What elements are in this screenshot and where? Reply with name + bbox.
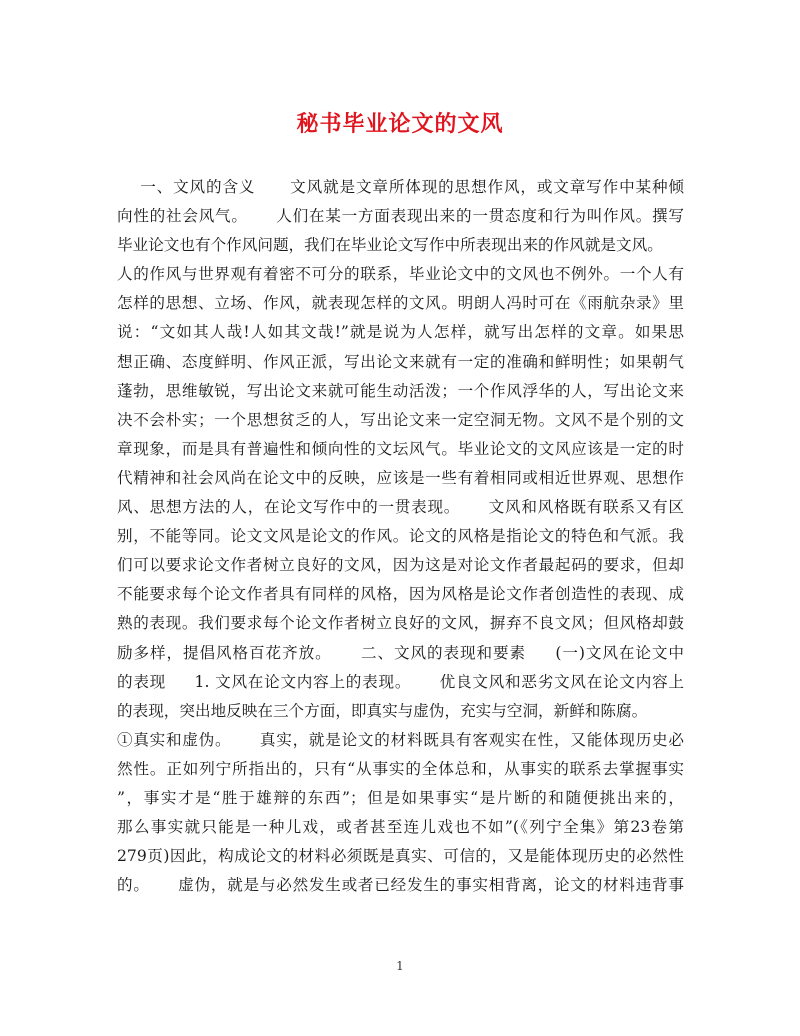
body-line: 励多样，提倡风格百花齐放。 二、文风的表现和要素 (一)文风在论文中: [117, 643, 684, 662]
body-line: 代精神和社会风尚在论文中的反映，应该是一些有着相同或相近世界观、思想作: [117, 468, 684, 487]
body-line: 那么事实就只能是一种儿戏，或者甚至连儿戏也不如”(《列宁全集》第23卷第: [117, 818, 684, 837]
document-title: 秘书毕业论文的文风: [296, 111, 504, 137]
body-line: ①真实和虚伪。 真实，就是论文的材料既具有客观实在性，又能体现历史必: [117, 730, 684, 749]
body-line: ”，事实才是“胜于雄辩的东西”；但是如果事实“是片断的和随便挑出来的，: [117, 788, 684, 807]
body-line: 人的作风与世界观有着密不可分的联系，毕业论文中的文风也不例外。一个人有: [117, 265, 684, 284]
body-line: 们可以要求论文作者树立良好的文风，因为这是对论文作者最起码的要求，但却: [117, 556, 684, 575]
body-line: 风、思想方法的人，在论文写作中的一贯表现。 文风和风格既有联系又有区: [117, 498, 684, 517]
body-line: 别，不能等同。论文文风是论文的作风。论文的风格是指论文的特色和气派。我: [117, 527, 684, 546]
body-line: 的表现 1. 文风在论文内容上的表现。 优良文风和恶劣文风在论文内容上: [117, 672, 684, 691]
body-line: 向性的社会风气。 人们在某一方面表现出来的一贯态度和行为叫作风。撰写: [117, 207, 684, 226]
body-line: 279页)因此，构成论文的材料必须既是真实、可信的，又是能体现历史的必然性: [117, 847, 684, 866]
body-line: 一、文风的含义 文风就是文章所体现的思想作风，或文章写作中某种倾: [117, 178, 684, 196]
body-line: 想正确、态度鲜明、作风正派，写出论文来就有一定的准确和鲜明性；如果朝气: [117, 352, 684, 371]
body-line: 怎样的思想、立场、作风，就表现怎样的文风。明朗人冯时可在《雨航杂录》里: [117, 294, 684, 313]
body-line: 然性。正如列宁所指出的，只有“从事实的全体总和，从事实的联系去掌握事实: [117, 759, 684, 778]
body-line: 的表现，突出地反映在三个方面，即真实与虚伪，充实与空洞，新鲜和陈腐。: [117, 701, 648, 720]
body-line: 蓬勃，思维敏锐，写出论文来就可能生动活泼；一个作风浮华的人，写出论文来: [117, 381, 684, 400]
body-line: 熟的表现。我们要求每个论文作者树立良好的文风，摒弃不良文风；但风格却鼓: [117, 614, 684, 633]
body-line: 说：“文如其人哉!人如其文哉!”就是说为人怎样，就写出怎样的文章。如果思: [117, 323, 684, 342]
page-number: 1: [396, 959, 404, 973]
body-line: 的。 虚伪，就是与必然发生或者已经发生的事实相背离，论文的材料违背事: [117, 876, 684, 895]
document-body: [117, 173, 684, 900]
body-line: 章现象，而是具有普遍性和倾向性的文坛风气。毕业论文的文风应该是一定的时: [117, 439, 684, 458]
body-line: 决不会朴实；一个思想贫乏的人，写出论文来一定空洞无物。文风不是个别的文: [117, 410, 684, 429]
body-line: 毕业论文也有个作风问题，我们在毕业论文写作中所表现出来的作风就是文风。: [117, 236, 663, 255]
body-line: 不能要求每个论文作者具有同样的风格，因为风格是论文作者创造性的表现、成: [117, 585, 684, 604]
